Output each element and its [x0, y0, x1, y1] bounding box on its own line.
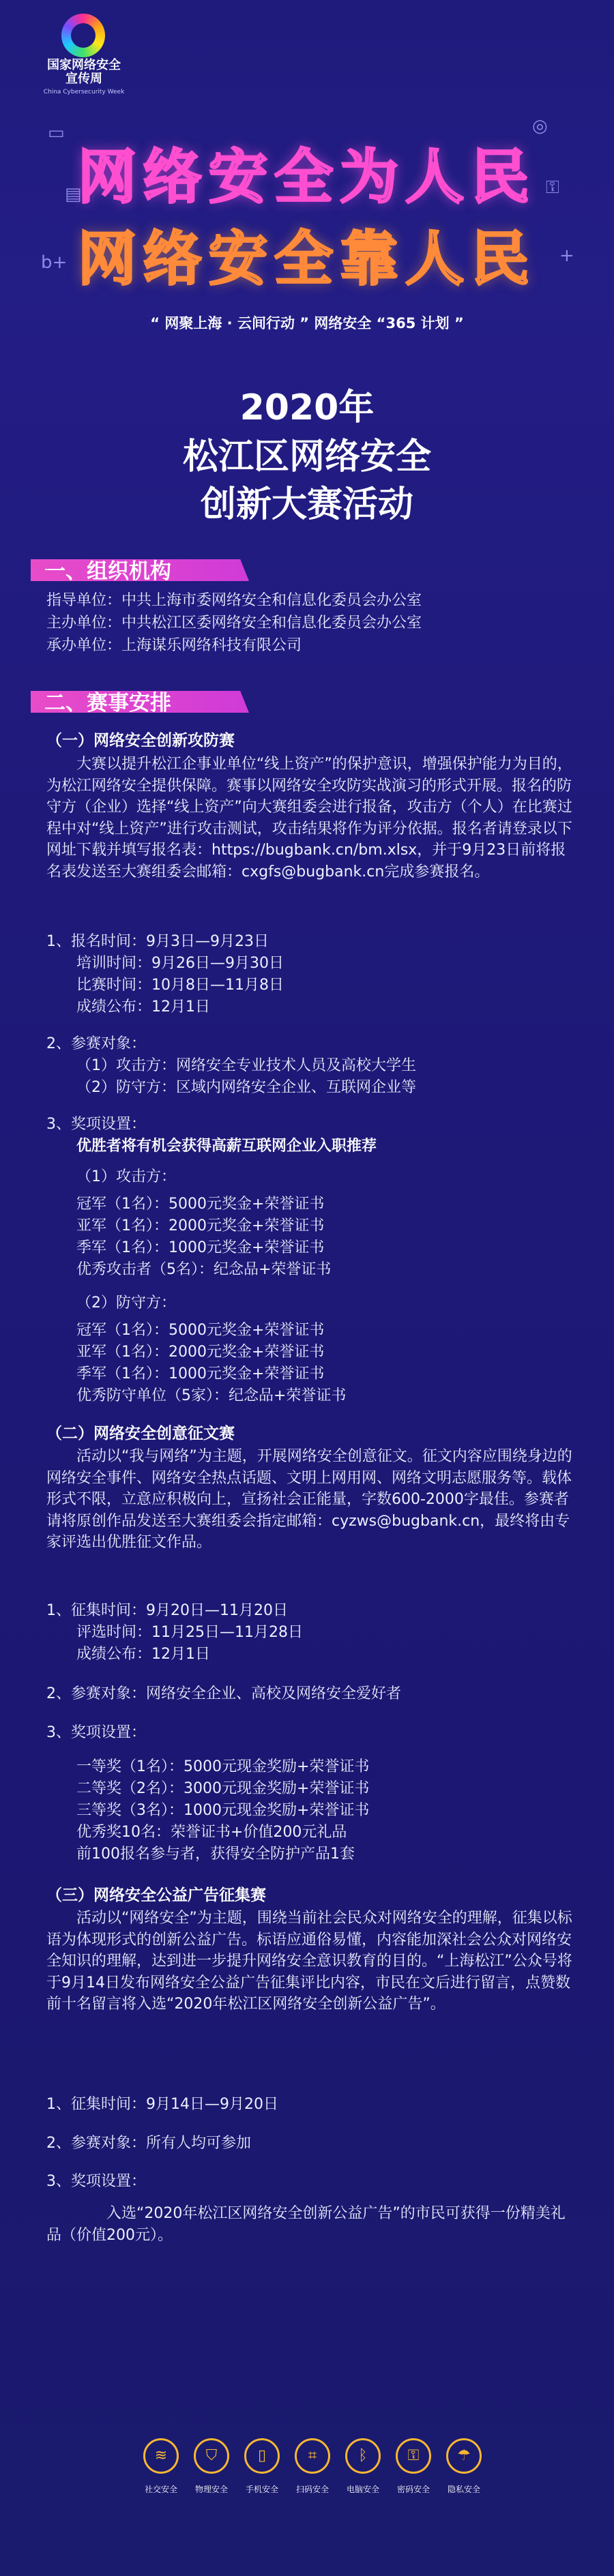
footer-item-privacy: ☂ 隐私安全: [438, 2438, 490, 2495]
logo-line1: 国家网络安全: [47, 58, 121, 72]
part2-intro: 活动以“我与网络”为主题，开展网络安全创意征文。征文内容应围绕身边的网络安全事件、网络安全热点话题、文明上网用网、网络文明志愿服务等。载体形式不限，立意应积极向上，宣扬社会正能量，字数600-2000字最佳。参赛者请将原创作品发送至大赛组委会指定邮箱：cyzws@bugbank.cn，最终将由专家评选出优胜征文作品。: [46, 1448, 572, 1551]
part2-target: 2、参赛对象：网络安全企业、高校及网络安全爱好者: [46, 1685, 401, 1702]
phone-icon: ▯: [244, 2438, 280, 2474]
formula-icon: b+: [41, 252, 68, 273]
part2-review-time: 评选时间：11月25日—11月28日: [76, 1624, 303, 1641]
plus-icon: +: [559, 246, 574, 266]
id-card-icon: ▤: [65, 184, 82, 205]
computer-icon: ▭: [48, 123, 65, 143]
essay-award-5: 前100报名参与者，获得安全防护产品1套: [76, 1846, 355, 1863]
hero-slogan-line1: 网络安全为人民: [78, 143, 536, 211]
part1-attack-title: （1）攻击方：: [76, 1168, 176, 1185]
footer-icon-row: [0, 2438, 614, 2575]
part1-award-highlight: 优胜者将有机会获得高薪互联网企业入职推荐: [76, 1138, 377, 1155]
footer-item-social: ≋ 社交安全: [135, 2438, 187, 2495]
logo-english: China Cybersecurity Week: [43, 89, 125, 95]
part1-defense-title: （2）防守方：: [76, 1294, 176, 1312]
essay-award-1: 一等奖（1名）：5000元现金奖励+荣誉证书: [76, 1758, 370, 1775]
title-year: 2020年: [239, 387, 375, 428]
footer-item-password: ⚿ 密码安全: [388, 2438, 439, 2495]
part2-award-title: 3、奖项设置：: [46, 1724, 146, 1741]
part1-target-defense: （2）防守方：区域内网络安全企业、互联网企业等: [76, 1079, 416, 1096]
shield-icon: ⛉: [194, 2438, 229, 2474]
defense-award-3: 季军（1名）：1000元奖金+荣誉证书: [76, 1365, 325, 1382]
part1-target-attack: （1）攻击方：网络安全专业技术人员及高校大学生: [76, 1057, 416, 1074]
part2-result-time: 成绩公布：12月1日: [76, 1646, 210, 1663]
campaign-slogan: “ 网聚上海 · 云间行动 ” 网络安全 “365 计划 ”: [150, 315, 464, 331]
umbrella-icon: ☂: [446, 2438, 482, 2474]
defense-award-1: 冠军（1名）：5000元奖金+荣誉证书: [76, 1322, 325, 1339]
title-line2: 创新大赛活动: [200, 484, 413, 525]
lock-icon: ⚿: [396, 2438, 431, 2474]
part1-intro: 大赛以提升松江企事业单位“线上资产”的保护意识，增强保护能力为目的，为松江网络安全提供保障。赛事以网络安全攻防实战演习的形式开展。报名的防守方（企业）选择“线上资产”向大赛组委会进行报备，攻击方（个人）在比赛过程中对“线上资产”进行攻击测试，攻击结果将作为评分依据。报名者请登录以下网址下载并填写报名表：https://bugbank.cn/bm.xlsx，并于9月23日前将报名表发送至大赛组委会邮箱：cxgfs@bugbank.cn完成参赛报名。: [46, 756, 572, 880]
hero-banner: [0, 82, 614, 327]
attack-award-4: 优秀攻击者（5名）：纪念品+荣誉证书: [76, 1261, 332, 1278]
part3-award-text: 入选“2020年松江区网络安全创新公益广告”的市民可获得一份精美礼品（价值200元）。: [46, 2205, 566, 2244]
title-line1: 松江区网络安全: [182, 436, 431, 477]
essay-award-2: 二等奖（2名）：3000元现金奖励+荣誉证书: [76, 1780, 370, 1797]
wifi-icon: ≋: [143, 2438, 179, 2474]
footer-item-physical: ⛉ 物理安全: [186, 2438, 237, 2495]
padlock-icon: ⚿: [546, 177, 559, 198]
scan-icon: ⌗: [295, 2438, 330, 2474]
bluetooth-icon: ᛒ: [345, 2438, 381, 2474]
org-guide: 指导单位：中共上海市委网络安全和信息化委员会办公室: [46, 592, 422, 609]
part1-signup-time: 1、报名时间：9月3日—9月23日: [46, 933, 269, 950]
page: 国家网络安全 宣传周 China Cybersecurity Week ▭ ▤ b+ ◎ ⚿ + 网络安全为人民 网络安全靠人民 “ 网聚上海 · 云间行动 ” 网络安全 “365 计划 ” 2020年 松江区网络安全 创新大赛活动 一、组织机构 指导单位：中共上海市委网络安全和信息化委员会办公室 主办单位：中共松江区委网络安全和信息化委员会办公室 承办单位：上海谋乐网络科技有限公司 二、赛事安排 （一）网络安全创新攻防赛 大赛以提升松江企事业单位“线上资产”的保护意识，增强保护能力为目的，为松江网络安全提供保障。赛事以网络安全攻防实战演习的形式开展。报名的防守方（企业）选择“线上资产”向大赛组委会进行报备，攻击方（个人）在比赛过程中对“线上资产”进行攻击测试，攻击结果将作为评分依据。报名者请登录以下网址下载并填写报名表：https://bugbank.cn/bm.xlsx，并于9月23日前将报名表发送至大赛组委会邮箱：cxgfs@bugbank.cn完成参赛报名。 1、报名时间：9月3日—9月23日 培训时间：9月26日—9月30日 比赛时间：10月8日—11月8日 成绩公布：12月1日 2、参赛对象： （1）攻击方：网络安全专业技术人员及高校大学生 （2）防守方：区域内网络安全企业、互联网企业等 3、奖项设置： 优胜者将有机会获得高薪互联网企业入职推荐 （1）攻击方： 冠军（1名）：5000元奖金+荣誉证书 亚军（1名）：2000元奖金+荣誉证书 季军（1名）：1000元奖金+荣誉证书 优秀攻击者（5名）：纪念品+荣誉证书 （2）防守方： 冠军（1名）：5000元奖金+荣誉证书 亚军（1名）：2000元奖金+荣誉证书 季军（1名）：1000元奖金+荣誉证书 优秀防守单位（5家）：纪念品+荣誉证书 （二）网络安全创意征文赛 活动以“我与网络”为主题，开展网络安全创意征文。征文内容应围绕身边的网络安全事件、网络安全热点话题、文明上网用网、网络文明志愿服务等。载体形式不限，立意应积极向上，宣扬社会正能量，字数600-2000字最佳。参赛者请将原创作品发送至大赛组委会指定邮箱：cyzws@bugbank.cn，最终将由专家评选出优胜征文作品。 1、征集时间：9月20日—11月20日 评选时间：11月25日—11月28日 成绩公布：12月1日 2、参赛对象：网络安全企业、高校及网络安全爱好者 3、奖项设置： 一等奖（1名）：5000元现金奖励+荣誉证书 二等奖（2名）：3000元现金奖励+荣誉证书 三等奖（3名）：1000元现金奖励+荣誉证书 优秀奖10名：荣誉证书+价值200元礼品 前100报名参与者，获得安全防护产品1套 （三）网络安全公益广告征集赛 活动以“网络安全”为主题，围绕当前社会民众对网络安全的理解，征集以标语为体现形式的创新公益广告。标语应通俗易懂，内容能加深社会公众对网络安全知识的理解，达到进一步提升网络安全意识教育的目的。“上海松江”公众号将于9月14日发布网络安全公益广告征集评比内容，市民在文后进行留言，点赞数前十名留言将入选“2020年松江区网络安全创新公益广告”。 1、征集时间：9月14日—9月20日 2、参赛对象：所有人均可参加 3、奖项设置： 入选“2020年松江区网络安全创新公益广告”的市民可获得一份精美礼品（价值200元）。 ≋ 社交安全 ⛉ 物理安全 ▯ 手机安全 ⌗ 扫码安全 ᛒ 电脑安全 ⚿ 密码安全 ☂ 隐私安全: [0, 0, 614, 2576]
part1-title: （一）网络安全创新攻防赛: [46, 732, 235, 750]
logo-emblem-icon: [61, 14, 105, 57]
hero-slogan-line2: 网络安全靠人民: [78, 225, 536, 293]
essay-award-4: 优秀奖10名：荣誉证书+价值200元礼品: [76, 1824, 347, 1841]
org-host: 主办单位：中共松江区委网络安全和信息化委员会办公室: [46, 615, 422, 632]
defense-award-2: 亚军（1名）：2000元奖金+荣誉证书: [76, 1344, 325, 1361]
attack-award-1: 冠军（1名）：5000元奖金+荣誉证书: [76, 1196, 325, 1213]
part2-title: （二）网络安全创意征文赛: [46, 1425, 235, 1442]
part1-contest-time: 比赛时间：10月8日—11月8日: [76, 977, 284, 994]
globe-icon: ◎: [532, 116, 548, 136]
part3-title: （三）网络安全公益广告征集赛: [46, 1886, 266, 1904]
cybersecurity-week-logo: [26, 14, 183, 95]
essay-award-3: 三等奖（3名）：1000元现金奖励+荣誉证书: [76, 1802, 370, 1819]
part1-training-time: 培训时间：9月26日—9月30日: [76, 955, 284, 972]
part1-result-time: 成绩公布：12月1日: [76, 998, 210, 1016]
part3-award-title: 3、奖项设置：: [46, 2173, 146, 2190]
attack-award-3: 季军（1名）：1000元奖金+荣誉证书: [76, 1239, 325, 1256]
defense-award-4: 优秀防守单位（5家）：纪念品+荣誉证书: [76, 1387, 347, 1404]
footer-item-mobile: ▯ 手机安全: [236, 2438, 288, 2495]
logo-line2: 宣传周: [65, 72, 102, 86]
part3-target: 2、参赛对象：所有人均可参加: [46, 2135, 251, 2152]
part2-collect-time: 1、征集时间：9月20日—11月20日: [46, 1602, 288, 1619]
attack-award-2: 亚军（1名）：2000元奖金+荣誉证书: [76, 1217, 325, 1234]
part3-intro: 活动以“网络安全”为主题，围绕当前社会民众对网络安全的理解，征集以标语为体现形式的创新公益广告。标语应通俗易懂，内容能加深社会公众对网络安全知识的理解，达到进一步提升网络安全意识教育的目的。“上海松江”公众号将于9月14日发布网络安全公益广告征集评比内容，市民在文后进行留言，点赞数前十名留言将入选“2020年松江区网络安全创新公益广告”。: [46, 1910, 572, 2013]
part1-target-title: 2、参赛对象：: [46, 1035, 146, 1052]
footer-item-scan: ⌗ 扫码安全: [287, 2438, 338, 2495]
part3-collect-time: 1、征集时间：9月14日—9月20日: [46, 2096, 278, 2113]
footer-item-computer: ᛒ 电脑安全: [337, 2438, 389, 2495]
org-organizer: 承办单位：上海谋乐网络科技有限公司: [46, 637, 302, 654]
part1-award-title: 3、奖项设置：: [46, 1116, 146, 1133]
